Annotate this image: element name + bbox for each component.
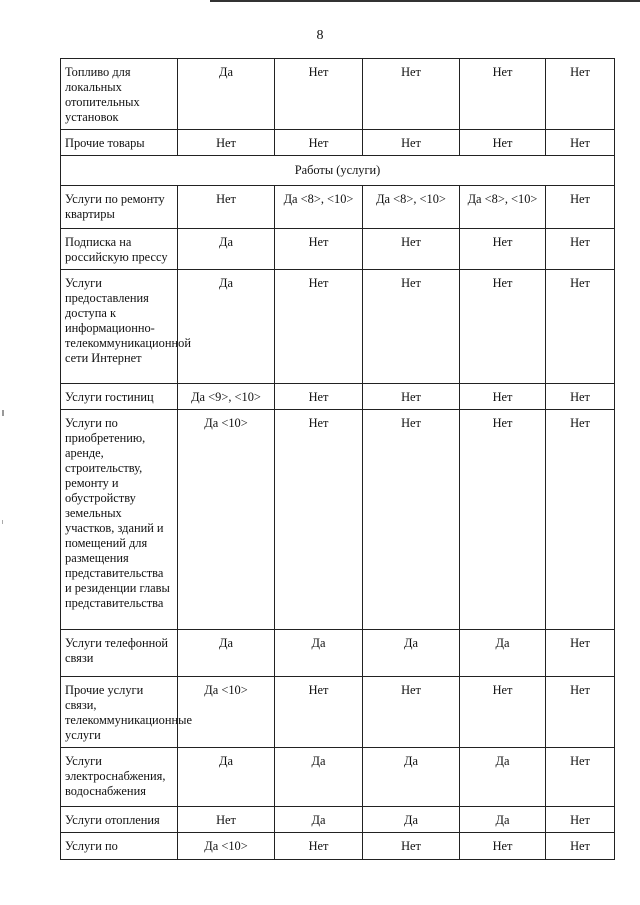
row-value: Нет: [363, 130, 460, 156]
row-label: Топливо для локальных отопительных установок: [61, 59, 178, 130]
row-value: Нет: [460, 59, 546, 130]
row-value: Нет: [178, 186, 275, 229]
row-label: Услуги по ремонту квартиры: [61, 186, 178, 229]
row-value: Да <9>, <10>: [178, 384, 275, 410]
row-value: Да: [275, 630, 363, 677]
row-value: Да: [178, 59, 275, 130]
row-value: Нет: [460, 677, 546, 748]
table-row: [61, 229, 615, 270]
row-value: Нет: [460, 410, 546, 630]
row-value: Да: [178, 748, 275, 807]
row-value: Нет: [546, 677, 615, 748]
page-number: 8: [316, 28, 324, 43]
row-value: Нет: [363, 410, 460, 630]
row-label: Услуги по приобретению, аренде, строительству, ремонту и обустройству земельных участков, зданий и помещений для размещения представительства и резиденции главы представительства: [61, 410, 178, 630]
row-value: Да <8>, <10>: [460, 186, 546, 229]
row-value: Да: [460, 748, 546, 807]
table-row: [61, 677, 615, 748]
row-label: Услуги по: [61, 833, 178, 860]
row-value: Нет: [363, 833, 460, 860]
row-value: Нет: [275, 833, 363, 860]
table-row: [61, 833, 615, 860]
row-value: Нет: [275, 59, 363, 130]
row-value: Нет: [275, 384, 363, 410]
scan-mark: [2, 520, 3, 524]
row-value: Нет: [275, 229, 363, 270]
row-label: Услуги предоставления доступа к информационно-телекоммуникационной сети Интернет: [61, 270, 178, 384]
row-value: Да: [178, 270, 275, 384]
table-body-services: [61, 186, 615, 860]
section-row: [61, 156, 615, 186]
row-value: Нет: [460, 270, 546, 384]
row-value: Нет: [546, 748, 615, 807]
table-section: [61, 156, 615, 186]
row-value: Да: [363, 807, 460, 833]
row-value: Нет: [178, 130, 275, 156]
row-value: Нет: [546, 270, 615, 384]
row-value: Нет: [546, 229, 615, 270]
row-label: Услуги гостиниц: [61, 384, 178, 410]
row-value: Да <10>: [178, 410, 275, 630]
row-value: Да <8>, <10>: [363, 186, 460, 229]
row-value: Да: [275, 748, 363, 807]
row-value: Нет: [363, 270, 460, 384]
table-row: [61, 384, 615, 410]
row-value: Нет: [546, 833, 615, 860]
top-rule: [210, 0, 640, 2]
row-value: Нет: [546, 186, 615, 229]
row-value: Да <10>: [178, 833, 275, 860]
table-row: [61, 270, 615, 384]
table-row: [61, 748, 615, 807]
table-row: [61, 59, 615, 130]
row-label: Услуги электроснабжения, водоснабжения: [61, 748, 178, 807]
row-value: Нет: [363, 384, 460, 410]
row-value: Нет: [546, 807, 615, 833]
row-label: Подписка на российскую прессу: [61, 229, 178, 270]
row-value: Да: [275, 807, 363, 833]
row-value: Да: [460, 630, 546, 677]
row-value: Нет: [460, 833, 546, 860]
table-row: [61, 410, 615, 630]
table-row: [61, 630, 615, 677]
row-value: Нет: [363, 677, 460, 748]
table-row: [61, 130, 615, 156]
row-value: Нет: [546, 59, 615, 130]
row-value: Да <10>: [178, 677, 275, 748]
row-value: Да: [363, 630, 460, 677]
row-value: Да: [363, 748, 460, 807]
scan-mark: [2, 410, 4, 416]
row-value: Нет: [178, 807, 275, 833]
row-value: Нет: [460, 130, 546, 156]
row-label: Прочие товары: [61, 130, 178, 156]
row-value: Нет: [546, 130, 615, 156]
row-value: Нет: [363, 229, 460, 270]
table-body-goods: [61, 59, 615, 156]
row-value: Да <8>, <10>: [275, 186, 363, 229]
row-value: Нет: [363, 59, 460, 130]
row-label: Услуги телефонной связи: [61, 630, 178, 677]
row-value: Да: [178, 229, 275, 270]
row-value: Нет: [275, 410, 363, 630]
row-value: Нет: [546, 630, 615, 677]
row-label: Услуги отопления: [61, 807, 178, 833]
row-value: Нет: [546, 410, 615, 630]
row-value: Да: [178, 630, 275, 677]
row-value: Нет: [275, 130, 363, 156]
row-label: Прочие услуги связи, телекоммуникационные услуги: [61, 677, 178, 748]
table-row: [61, 186, 615, 229]
table-row: [61, 807, 615, 833]
row-value: Нет: [460, 229, 546, 270]
row-value: Нет: [275, 677, 363, 748]
row-value: Да: [460, 807, 546, 833]
row-value: Нет: [275, 270, 363, 384]
services-table: [60, 58, 615, 860]
row-value: Нет: [460, 384, 546, 410]
row-value: Нет: [546, 384, 615, 410]
section-heading: Работы (услуги): [61, 156, 615, 186]
